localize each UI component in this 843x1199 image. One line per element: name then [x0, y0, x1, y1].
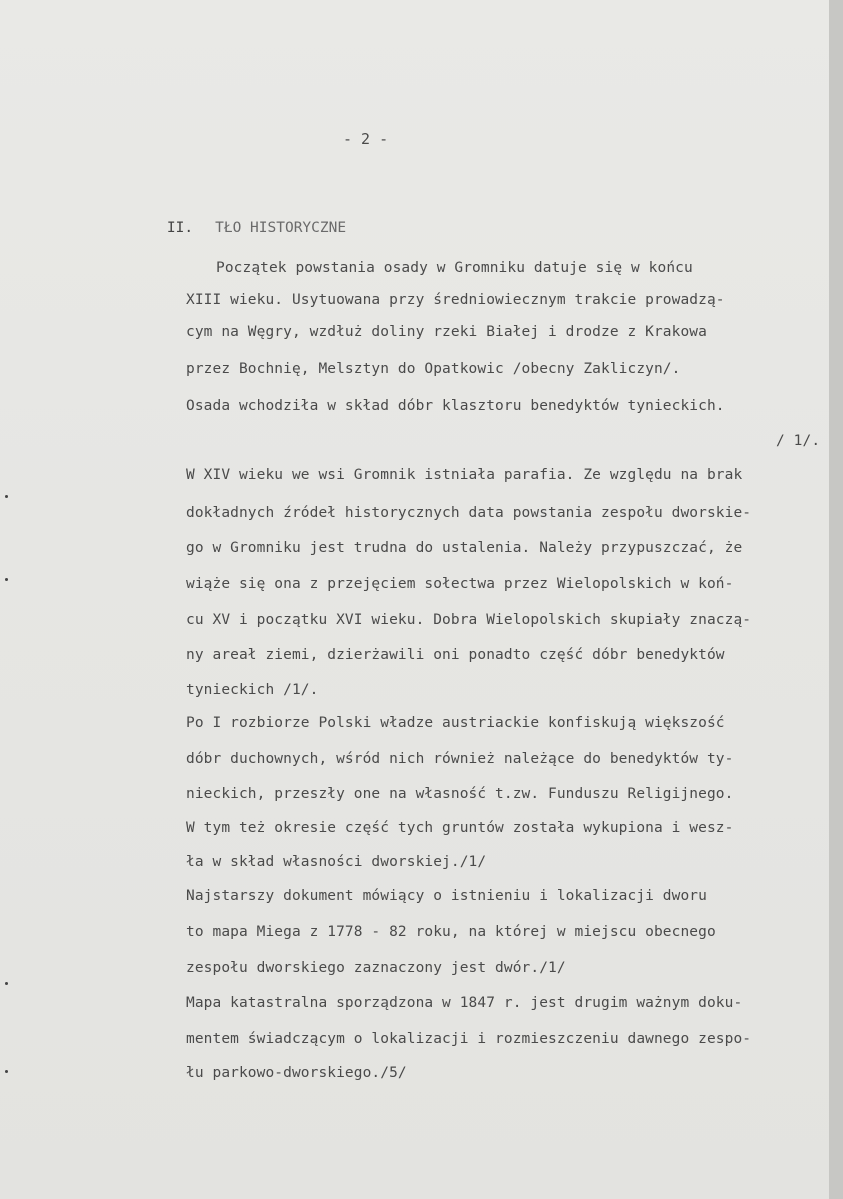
text-line: Po I rozbiorze Polski władze austriackie konfiskują większość [186, 715, 725, 731]
text-line: przez Bochnię, Melsztyn do Opatkowic /obecny Zakliczyn/. [186, 361, 681, 377]
text-line: Mapa katastralna sporządzona w 1847 r. jest drugim ważnym doku- [186, 995, 743, 1011]
page-edge [829, 0, 843, 1199]
section-title: TŁO HISTORYCZNE [215, 220, 347, 236]
text-line: cym na Węgry, wzdłuż doliny rzeki Białej i drodze z Krakowa [186, 324, 707, 340]
text-line: ła w skład własności dworskiej./1/ [186, 854, 487, 870]
text-line: mentem świadczącym o lokalizacji i rozmieszczeniu dawnego zespo- [186, 1031, 752, 1047]
text-line: łu parkowo-dworskiego./5/ [186, 1065, 407, 1081]
page-number: - 2 - [343, 130, 389, 148]
margin-mark [5, 578, 8, 581]
margin-mark [5, 982, 8, 985]
margin-mark [5, 495, 8, 498]
text-line: nieckich, przeszły one na własność t.zw. Funduszu Religijnego. [186, 786, 734, 802]
text-line: W XIV wieku we wsi Gromnik istniała parafia. Ze względu na brak [186, 467, 743, 483]
text-line: tynieckich /1/. [186, 682, 319, 698]
text-line: dokładnych źródeł historycznych data powstania zespołu dworskie- [186, 505, 752, 521]
text-line: ny areał ziemi, dzierżawili oni ponadto część dóbr benedyktów [186, 647, 725, 663]
text-line: to mapa Miega z 1778 - 82 roku, na której w miejscu obecnego [186, 924, 716, 940]
margin-mark [5, 1070, 8, 1073]
text-line: zespołu dworskiego zaznaczony jest dwór./1/ [186, 960, 566, 976]
text-line: dóbr duchownych, wśród nich również należące do benedyktów ty- [186, 751, 734, 767]
text-line: Osada wchodziła w skład dóbr klasztoru benedyktów tynieckich. [186, 398, 725, 414]
text-line: cu XV i początku XVI wieku. Dobra Wielopolskich skupiały znaczą- [186, 612, 752, 628]
text-line: / 1/. [776, 433, 821, 449]
text-line: Najstarszy dokument mówiący o istnieniu i lokalizacji dworu [186, 888, 707, 904]
text-line: XIII wieku. Usytuowana przy średniowiecznym trakcie prowadzą- [186, 292, 725, 308]
text-line: W tym też okresie część tych gruntów została wykupiona i wesz- [186, 820, 734, 836]
section-number: II. [166, 220, 194, 236]
text-line: Początek powstania osady w Gromniku datuje się w końcu [216, 260, 693, 276]
text-line: go w Gromniku jest trudna do ustalenia. Należy przypuszczać, że [186, 540, 743, 556]
text-line: wiąże się ona z przejęciem sołectwa przez Wielopolskich w koń- [186, 576, 734, 592]
section-heading [132, 204, 346, 252]
